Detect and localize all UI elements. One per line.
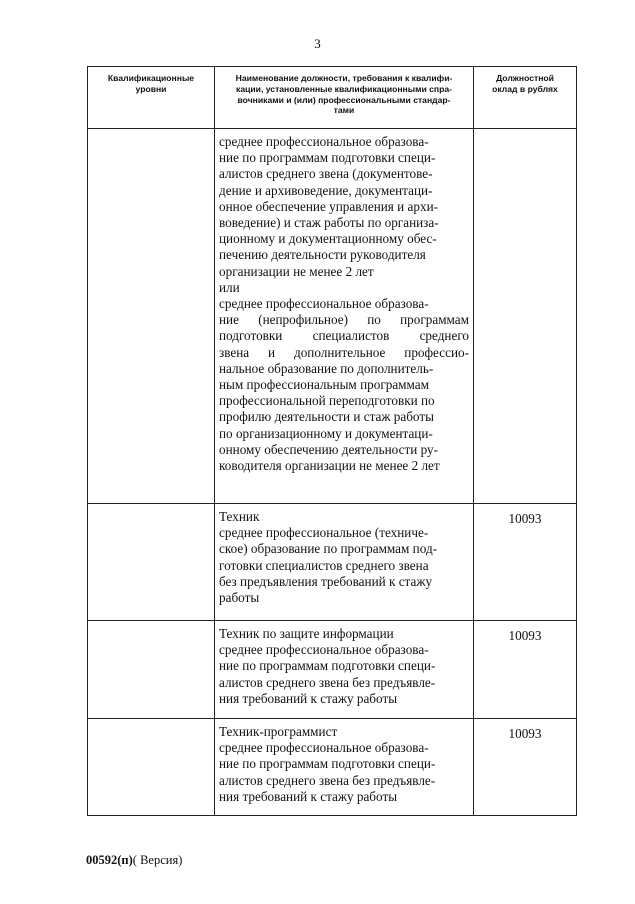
text-line: онному обеспечению деятельности ру- <box>219 441 438 457</box>
text-line: ционному и документационному обес- <box>219 231 437 247</box>
text-line: ние (непрофильное) по программам <box>219 312 469 328</box>
text-line: среднее профессиональное образова- <box>219 642 429 658</box>
text-line: алистов среднего звена без предъявле- <box>219 674 436 690</box>
text-line: ние по программам подготовки специ- <box>219 756 436 772</box>
qualification-level-cell <box>88 129 215 504</box>
version-label: ( Версия) <box>132 853 183 867</box>
text-line: ние по программам подготовки специ- <box>219 658 436 674</box>
text-line: ние по программам подготовки специ- <box>219 150 436 166</box>
text-line: онное обеспечение управления и архи- <box>219 198 439 214</box>
table-row <box>88 719 577 816</box>
header-text-line: уровни <box>135 83 167 94</box>
position-title: Техник по защите информации <box>219 626 394 641</box>
text-line: среднее профессиональное образова- <box>219 296 429 312</box>
header-text-line: тами <box>333 105 355 116</box>
text-line: ния требований к стажу работы <box>219 690 398 706</box>
text-line: профессиональной переподготовки по <box>219 393 435 409</box>
position-requirements-cell <box>215 621 474 719</box>
header-text-line: кации, установленные квалификационными спра- <box>236 83 452 94</box>
header-qualification-levels <box>88 67 215 129</box>
qualification-table <box>87 66 577 816</box>
header-text-line: оклад в рублях <box>492 83 558 94</box>
text-line: ным профессиональным программам <box>219 377 429 393</box>
text-line: профилю деятельности и стаж работы <box>219 409 434 425</box>
header-text-line: Квалификационные <box>107 73 195 83</box>
position-requirements-cell <box>215 504 474 621</box>
position-title: Техник <box>219 509 260 524</box>
table-header-row <box>88 67 577 129</box>
header-salary <box>474 67 577 129</box>
table-row <box>88 504 577 621</box>
text-line: среднее профессиональное образова- <box>219 740 429 756</box>
position-title: Техник-программист <box>219 724 338 739</box>
text-line: воведение) и стаж работы по организа- <box>219 215 439 231</box>
salary-cell: 10093 <box>474 621 577 719</box>
header-text-line: вочниками и (или) профессиональными стандар- <box>237 94 451 105</box>
position-requirements-cell <box>215 129 474 504</box>
table-row <box>88 621 577 719</box>
text-line: или <box>219 279 240 295</box>
header-position-requirements <box>215 67 474 129</box>
document-code: 00592(п) <box>86 853 133 867</box>
text-line: ния требований к стажу работы <box>219 788 398 804</box>
text-line: алистов среднего звена без предъявле- <box>219 772 436 788</box>
text-line: ководителя организации не менее 2 лет <box>219 458 440 474</box>
text-line: дение и архивоведение, документаци- <box>219 182 433 198</box>
salary-cell: 10093 <box>474 504 577 621</box>
position-requirements-cell <box>215 719 474 816</box>
text-line: звена и дополнительное профессио- <box>219 344 469 360</box>
qualification-level-cell <box>88 719 215 816</box>
text-line: алистов среднего звена (документове- <box>219 166 433 182</box>
qualification-level-cell <box>88 621 215 719</box>
header-text-line: Наименование должности, требования к квалифи- <box>235 73 453 83</box>
text-line: нальное образование по дополнитель- <box>219 360 434 376</box>
text-line: подготовки специалистов среднего <box>219 328 469 344</box>
page-number: 3 <box>314 36 321 51</box>
text-line: по организационному и документаци- <box>219 425 433 441</box>
salary-cell <box>474 129 577 504</box>
text-line: среднее профессиональное (техниче- <box>219 525 429 541</box>
text-line: ское) образование по программам под- <box>219 541 438 557</box>
qualification-level-cell <box>88 504 215 621</box>
table-row <box>88 129 577 504</box>
text-line: без предъявления требований к стажу <box>219 573 433 589</box>
document-version-footer <box>86 853 182 868</box>
text-line: организации не менее 2 лет <box>219 263 374 279</box>
text-line: готовки специалистов среднего звена <box>219 557 429 573</box>
text-line: печению деятельности руководителя <box>219 247 426 263</box>
salary-cell: 10093 <box>474 719 577 816</box>
text-line: работы <box>219 590 260 606</box>
header-text-line: Должностной <box>496 73 554 83</box>
text-line: среднее профессиональное образова- <box>219 134 429 149</box>
